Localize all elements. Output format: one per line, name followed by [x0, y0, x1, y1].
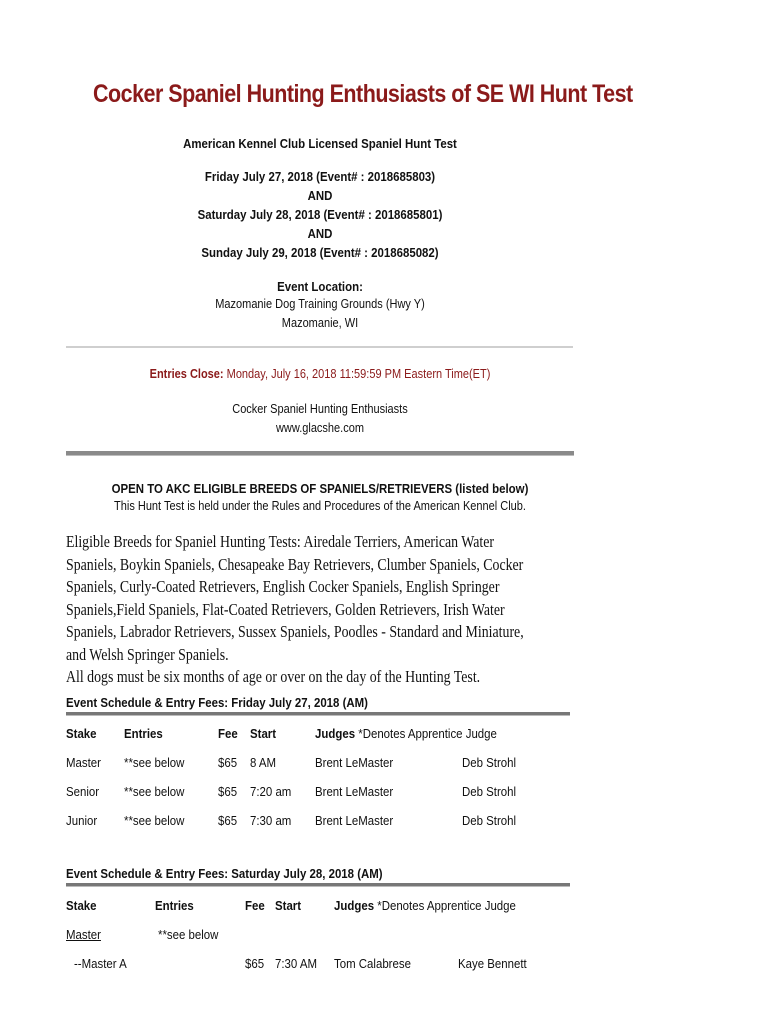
eligible-breeds	[66, 531, 536, 689]
location-line-2: Mazomanie, WI	[281, 316, 359, 330]
and-separator: AND	[307, 188, 333, 203]
table-row-judge2: Deb Strohl	[462, 813, 517, 828]
table-row-stake: Junior	[66, 813, 98, 828]
open-notice-heading: OPEN TO AKC ELIGIBLE BREEDS OF SPANIELS/RETRIEVERS (listed below)	[111, 481, 529, 496]
page-title: Cocker Spaniel Hunting Enthusiasts of SE WI Hunt Test	[93, 80, 633, 108]
table-row-judge2: Deb Strohl	[462, 784, 517, 799]
table-row-judge1: Brent LeMaster	[315, 755, 394, 770]
col-entries: Entries	[124, 726, 163, 741]
apprentice-note: *Denotes Apprentice Judge	[377, 898, 516, 913]
club-website[interactable]: www.glacshe.com	[275, 421, 365, 435]
location-label: Event Location:	[277, 279, 363, 294]
location-line-1: Mazomanie Dog Training Grounds (Hwy Y)	[215, 297, 425, 311]
entries-close	[38, 367, 601, 381]
table-row-judge2: Deb Strohl	[462, 755, 517, 770]
entries-close-label: Entries Close:	[149, 367, 224, 381]
entries-close-value: Monday, July 16, 2018 11:59:59 PM Eastern Time(ET)	[226, 367, 491, 381]
schedule-friday-title: Event Schedule & Entry Fees: Friday July 27, 2018 (AM)	[66, 695, 369, 710]
date-sunday: Sunday July 29, 2018 (Event# : 2018685082)	[201, 245, 439, 260]
table-row-judge2: Kaye Bennett	[458, 956, 527, 971]
schedule-rule	[66, 883, 570, 887]
col-stake: Stake	[66, 726, 97, 741]
breeds-text: Eligible Breeds for Spaniel Hunting Tests: Airedale Terriers, American Water Spaniels, Boykin Spaniels, Chesapeake Bay Retrievers, Clumber Spaniels, Cocker Spaniels, Curly-Coated Retrievers, English Cocker Spaniels, English Springer Spaniels,Field Spaniels, Flat-Coated Retrievers, Golden Retrievers, Irish Water Spaniels, Labrador Retrievers, Sussex Spaniels, Poodles - Standard and Miniature, and Welsh Springer Spaniels.	[66, 532, 524, 664]
table-row-fee: $65	[218, 813, 238, 828]
table-row-entries: **see below	[124, 755, 185, 770]
col-judges-label: Judges	[334, 898, 375, 913]
table-row-judge1: Brent LeMaster	[315, 813, 394, 828]
col-start: Start	[250, 726, 277, 741]
date-saturday: Saturday July 28, 2018 (Event# : 2018685801)	[197, 207, 443, 222]
table-row-entries: **see below	[124, 813, 185, 828]
age-note: All dogs must be six months of age or over on the day of the Hunting Test.	[66, 667, 481, 686]
schedule-rule	[66, 712, 570, 716]
col-judges	[315, 726, 497, 741]
col-fee: Fee	[218, 726, 238, 741]
table-row-entries: **see below	[158, 927, 219, 942]
table-row-start: 8 AM	[250, 755, 277, 770]
table-row-start: 7:20 am	[250, 784, 292, 799]
col-judges	[334, 898, 516, 913]
table-row-start: 7:30 AM	[275, 956, 317, 971]
schedule-saturday-title: Event Schedule & Entry Fees: Saturday July 28, 2018 (AM)	[66, 866, 383, 881]
table-row-judge1: Brent LeMaster	[315, 784, 394, 799]
akc-subtitle: American Kennel Club Licensed Spaniel Hunt Test	[183, 136, 457, 151]
col-stake: Stake	[66, 898, 97, 913]
club-name: Cocker Spaniel Hunting Enthusiasts	[232, 402, 408, 416]
divider-thick	[66, 451, 574, 456]
divider	[66, 346, 573, 348]
col-judges-label: Judges	[315, 726, 356, 741]
table-row-stake: Master	[66, 755, 101, 770]
table-row-stake: Senior	[66, 784, 100, 799]
col-entries: Entries	[155, 898, 194, 913]
and-separator: AND	[307, 226, 333, 241]
table-row-fee: $65	[218, 755, 238, 770]
date-friday: Friday July 27, 2018 (Event# : 2018685803)	[204, 169, 436, 184]
table-row-fee: $65	[245, 956, 265, 971]
open-notice-rules: This Hunt Test is held under the Rules and Procedures of the American Kennel Club.	[114, 499, 526, 513]
table-row-judge1: Tom Calabrese	[334, 956, 411, 971]
table-row-start: 7:30 am	[250, 813, 292, 828]
col-fee: Fee	[245, 898, 265, 913]
table-row-stake: --Master A	[74, 956, 127, 971]
apprentice-note: *Denotes Apprentice Judge	[358, 726, 497, 741]
table-row-entries: **see below	[124, 784, 185, 799]
col-start: Start	[275, 898, 302, 913]
stake-group-master[interactable]: Master	[66, 927, 101, 942]
table-row-fee: $65	[218, 784, 238, 799]
